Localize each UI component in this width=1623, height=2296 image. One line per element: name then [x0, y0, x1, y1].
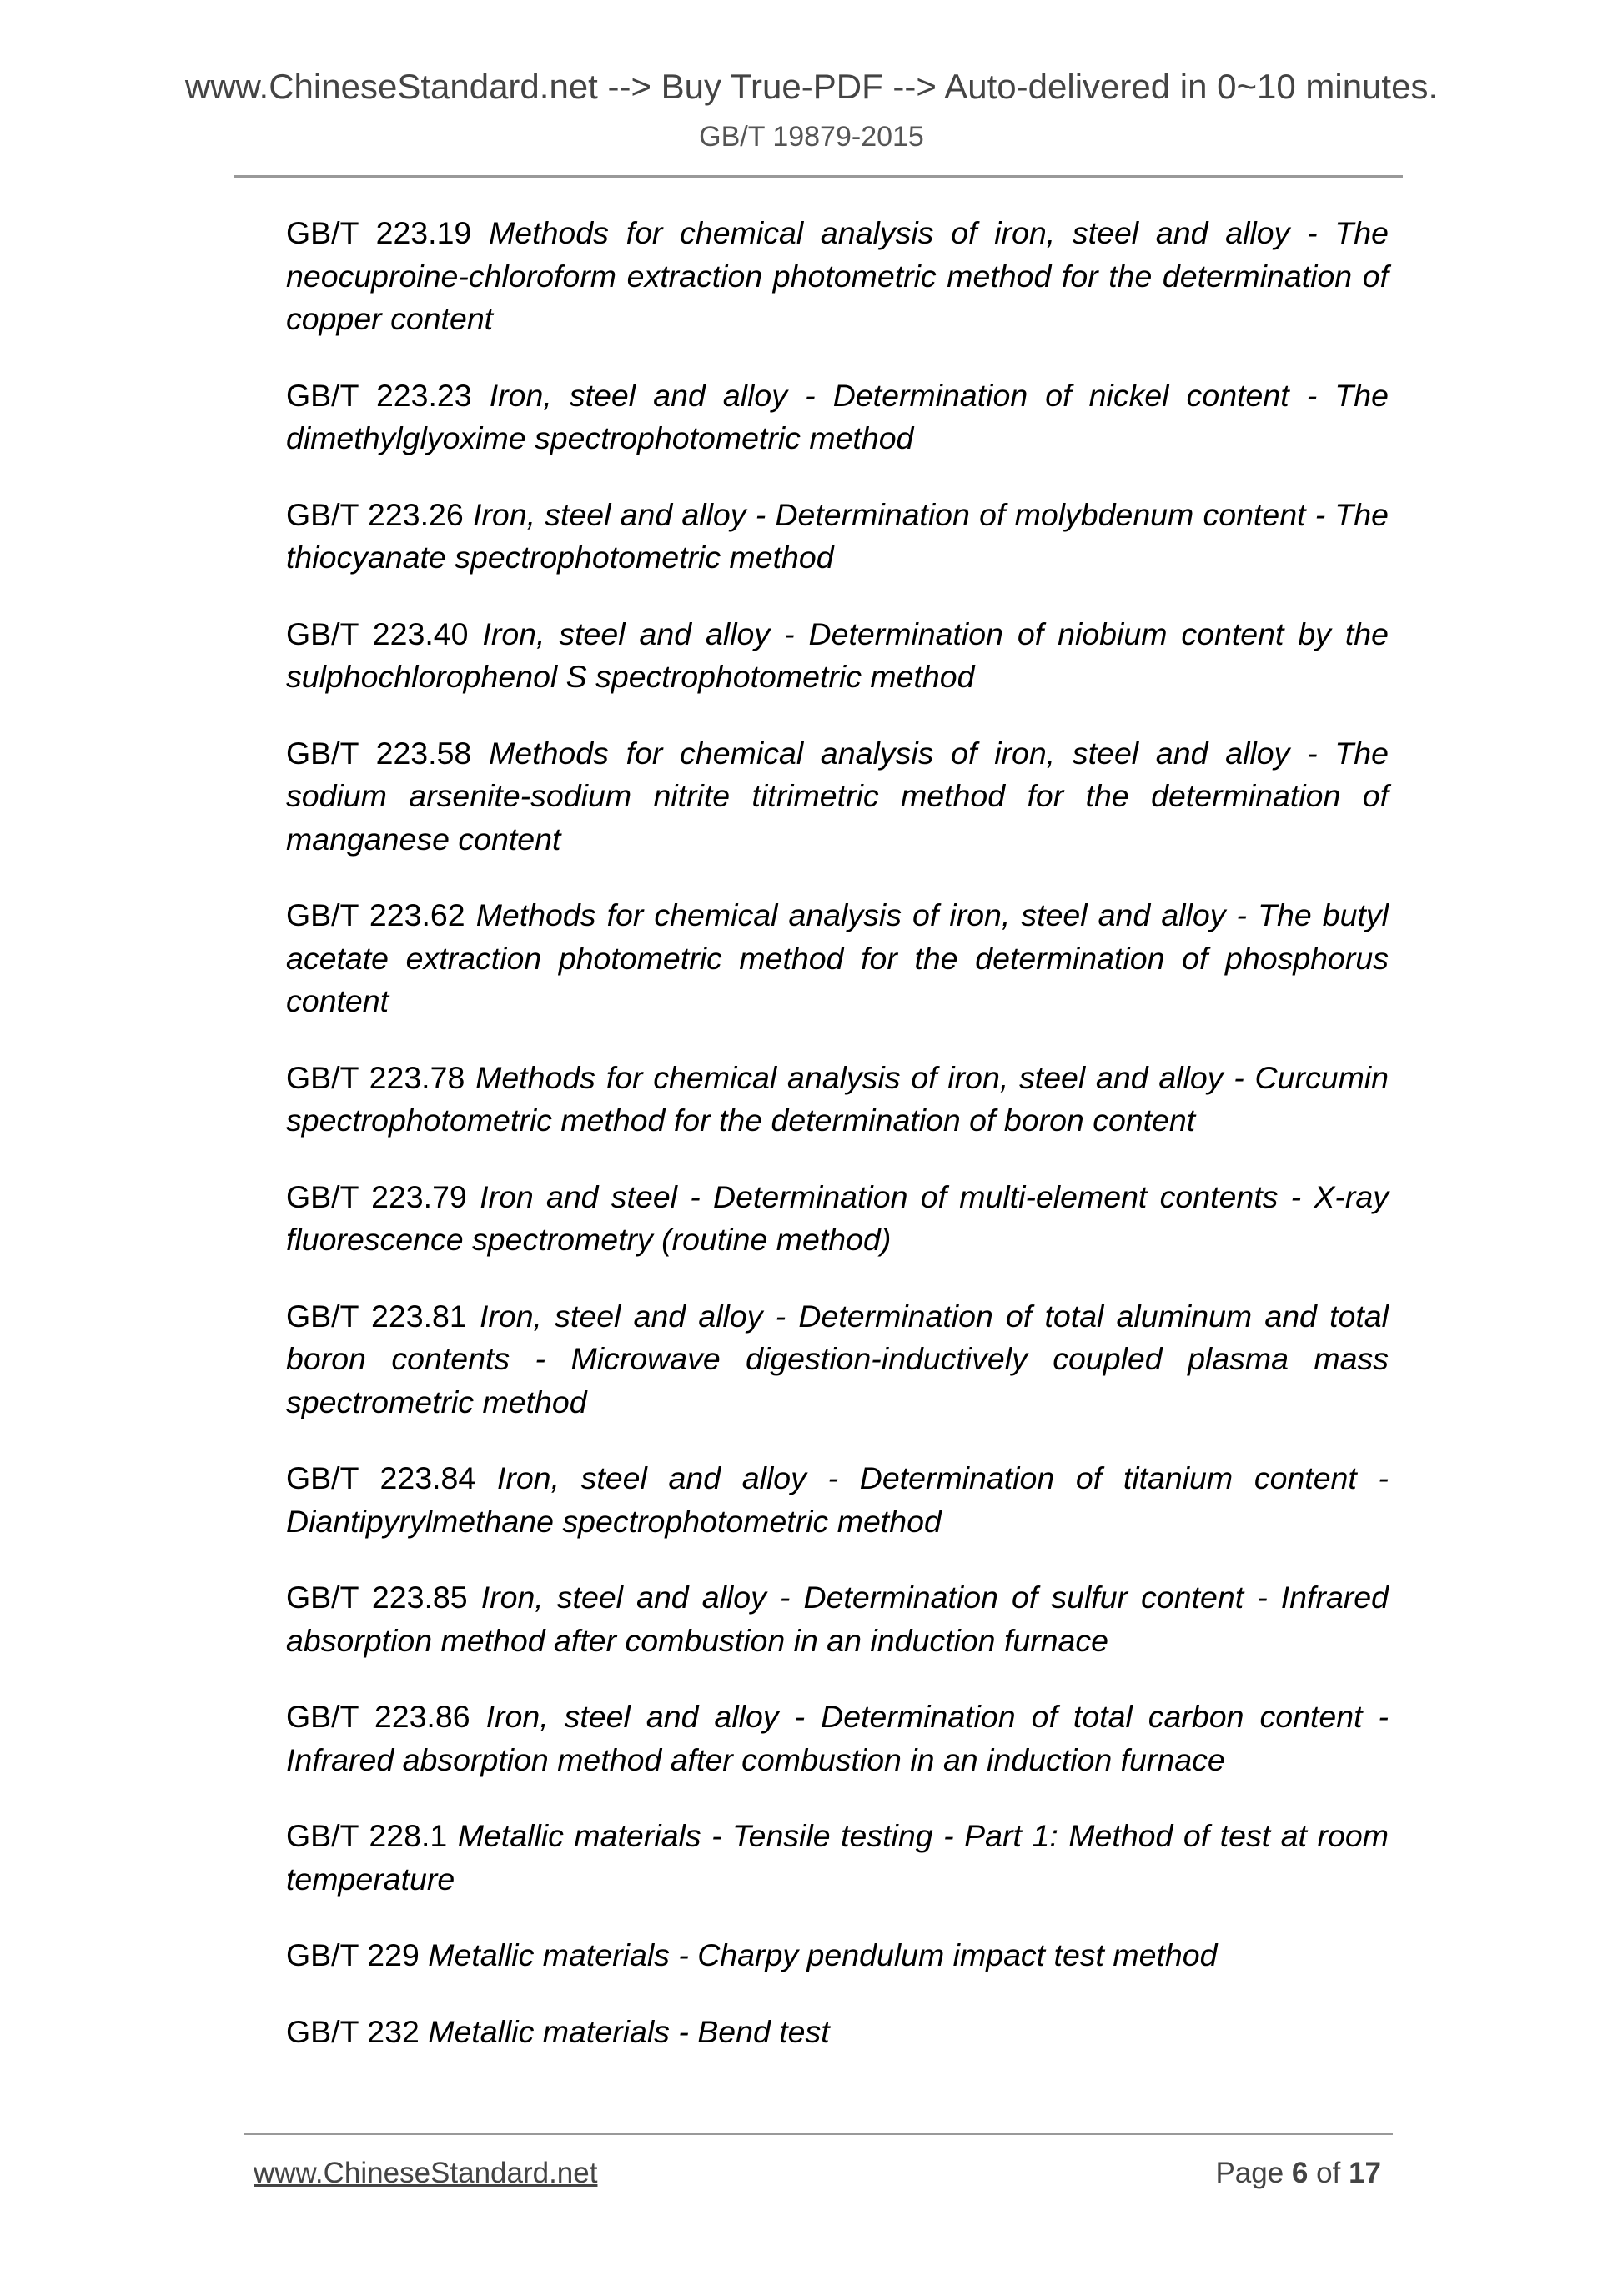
reference-entry	[286, 2011, 1389, 2054]
page-total: 17	[1349, 2157, 1381, 2189]
reference-code: GB/T 223.23	[286, 377, 472, 413]
reference-entry	[286, 1057, 1389, 1143]
reference-title: Metallic materials - Charpy pendulum impact test method	[428, 1937, 1218, 1972]
reference-entry	[286, 1934, 1389, 1977]
reference-list	[286, 212, 1389, 2087]
footer-site-link[interactable]: www.ChineseStandard.net	[254, 2157, 598, 2189]
reference-code: GB/T 223.79	[286, 1178, 467, 1214]
reference-title: Iron, steel and alloy - Determination of sulfur content - Infrared absorption method after combustion in an induction furnace	[286, 1580, 1389, 1658]
reference-title: Methods for chemical analysis of iron, steel and alloy - The sodium arsenite-sodium nitrite titrimetric method for the determination of manganese content	[286, 735, 1389, 857]
footer-divider	[244, 2133, 1393, 2135]
reference-code: GB/T 223.62	[286, 897, 465, 932]
reference-entry	[286, 613, 1389, 699]
reference-code: GB/T 223.40	[286, 615, 469, 651]
reference-entry	[286, 374, 1389, 460]
reference-entry	[286, 1176, 1389, 1262]
standard-code: GB/T 19879-2015	[699, 121, 924, 153]
reference-entry	[286, 894, 1389, 1023]
reference-title: Iron, steel and alloy - Determination of total aluminum and total boron contents - Microwave digestion-inductively coupled plasma mass spectrometric method	[286, 1298, 1389, 1419]
reference-title: Iron and steel - Determination of multi-element contents - X-ray fluorescence spectrometry (routine method)	[286, 1178, 1389, 1257]
reference-code: GB/T 229	[286, 1937, 420, 1972]
reference-code: GB/T 223.85	[286, 1580, 468, 1615]
header-divider	[234, 175, 1403, 178]
reference-code: GB/T 223.19	[286, 215, 472, 250]
reference-code: GB/T 223.84	[286, 1460, 476, 1495]
reference-code: GB/T 223.78	[286, 1059, 465, 1095]
reference-code: GB/T 223.58	[286, 735, 472, 771]
reference-title: Iron, steel and alloy - Determination of niobium content by the sulphochlorophenol S spectrophotometric method	[286, 615, 1389, 694]
reference-entry	[286, 1696, 1389, 1781]
page-indicator	[1215, 2157, 1381, 2190]
reference-entry	[286, 1295, 1389, 1424]
reference-entry	[286, 494, 1389, 580]
reference-code: GB/T 228.1	[286, 1818, 448, 1853]
page-current: 6	[1291, 2157, 1309, 2189]
reference-code: GB/T 223.81	[286, 1298, 467, 1334]
reference-title: Iron, steel and alloy - Determination of molybdenum content - The thiocyanate spectrophotometric method	[286, 496, 1389, 575]
header-banner: www.ChineseStandard.net --> Buy True-PDF --> Auto-delivered in 0~10 minutes.	[184, 67, 1439, 106]
reference-entry	[286, 212, 1389, 341]
reference-code: GB/T 223.86	[286, 1699, 470, 1734]
reference-code: GB/T 232	[286, 2013, 420, 2049]
reference-title: Methods for chemical analysis of iron, steel and alloy - The neocuproine-chloroform extraction photometric method for the determination of copper content	[286, 215, 1389, 336]
reference-title: Methods for chemical analysis of iron, steel and alloy - Curcumin spectrophotometric method for the determination of boron content	[286, 1059, 1389, 1138]
page-label: Page	[1215, 2157, 1284, 2189]
reference-title: Methods for chemical analysis of iron, steel and alloy - The butyl acetate extraction photometric method for the determination of phosphorus content	[286, 897, 1389, 1018]
reference-entry	[286, 1576, 1389, 1662]
reference-title: Metallic materials - Tensile testing - Part 1: Method of test at room temperature	[286, 1818, 1389, 1897]
reference-entry	[286, 1815, 1389, 1901]
reference-entry	[286, 732, 1389, 862]
reference-title: Iron, steel and alloy - Determination of titanium content - Diantipyrylmethane spectrophotometric method	[286, 1460, 1389, 1539]
reference-entry	[286, 1457, 1389, 1543]
page-of: of	[1316, 2157, 1341, 2189]
reference-title: Iron, steel and alloy - Determination of total carbon content - Infrared absorption method after combustion in an induction furnace	[286, 1699, 1389, 1777]
reference-title: Metallic materials - Bend test	[428, 2013, 830, 2049]
reference-title: Iron, steel and alloy - Determination of nickel content - The dimethylglyoxime spectrophotometric method	[286, 377, 1389, 455]
reference-code: GB/T 223.26	[286, 496, 464, 532]
